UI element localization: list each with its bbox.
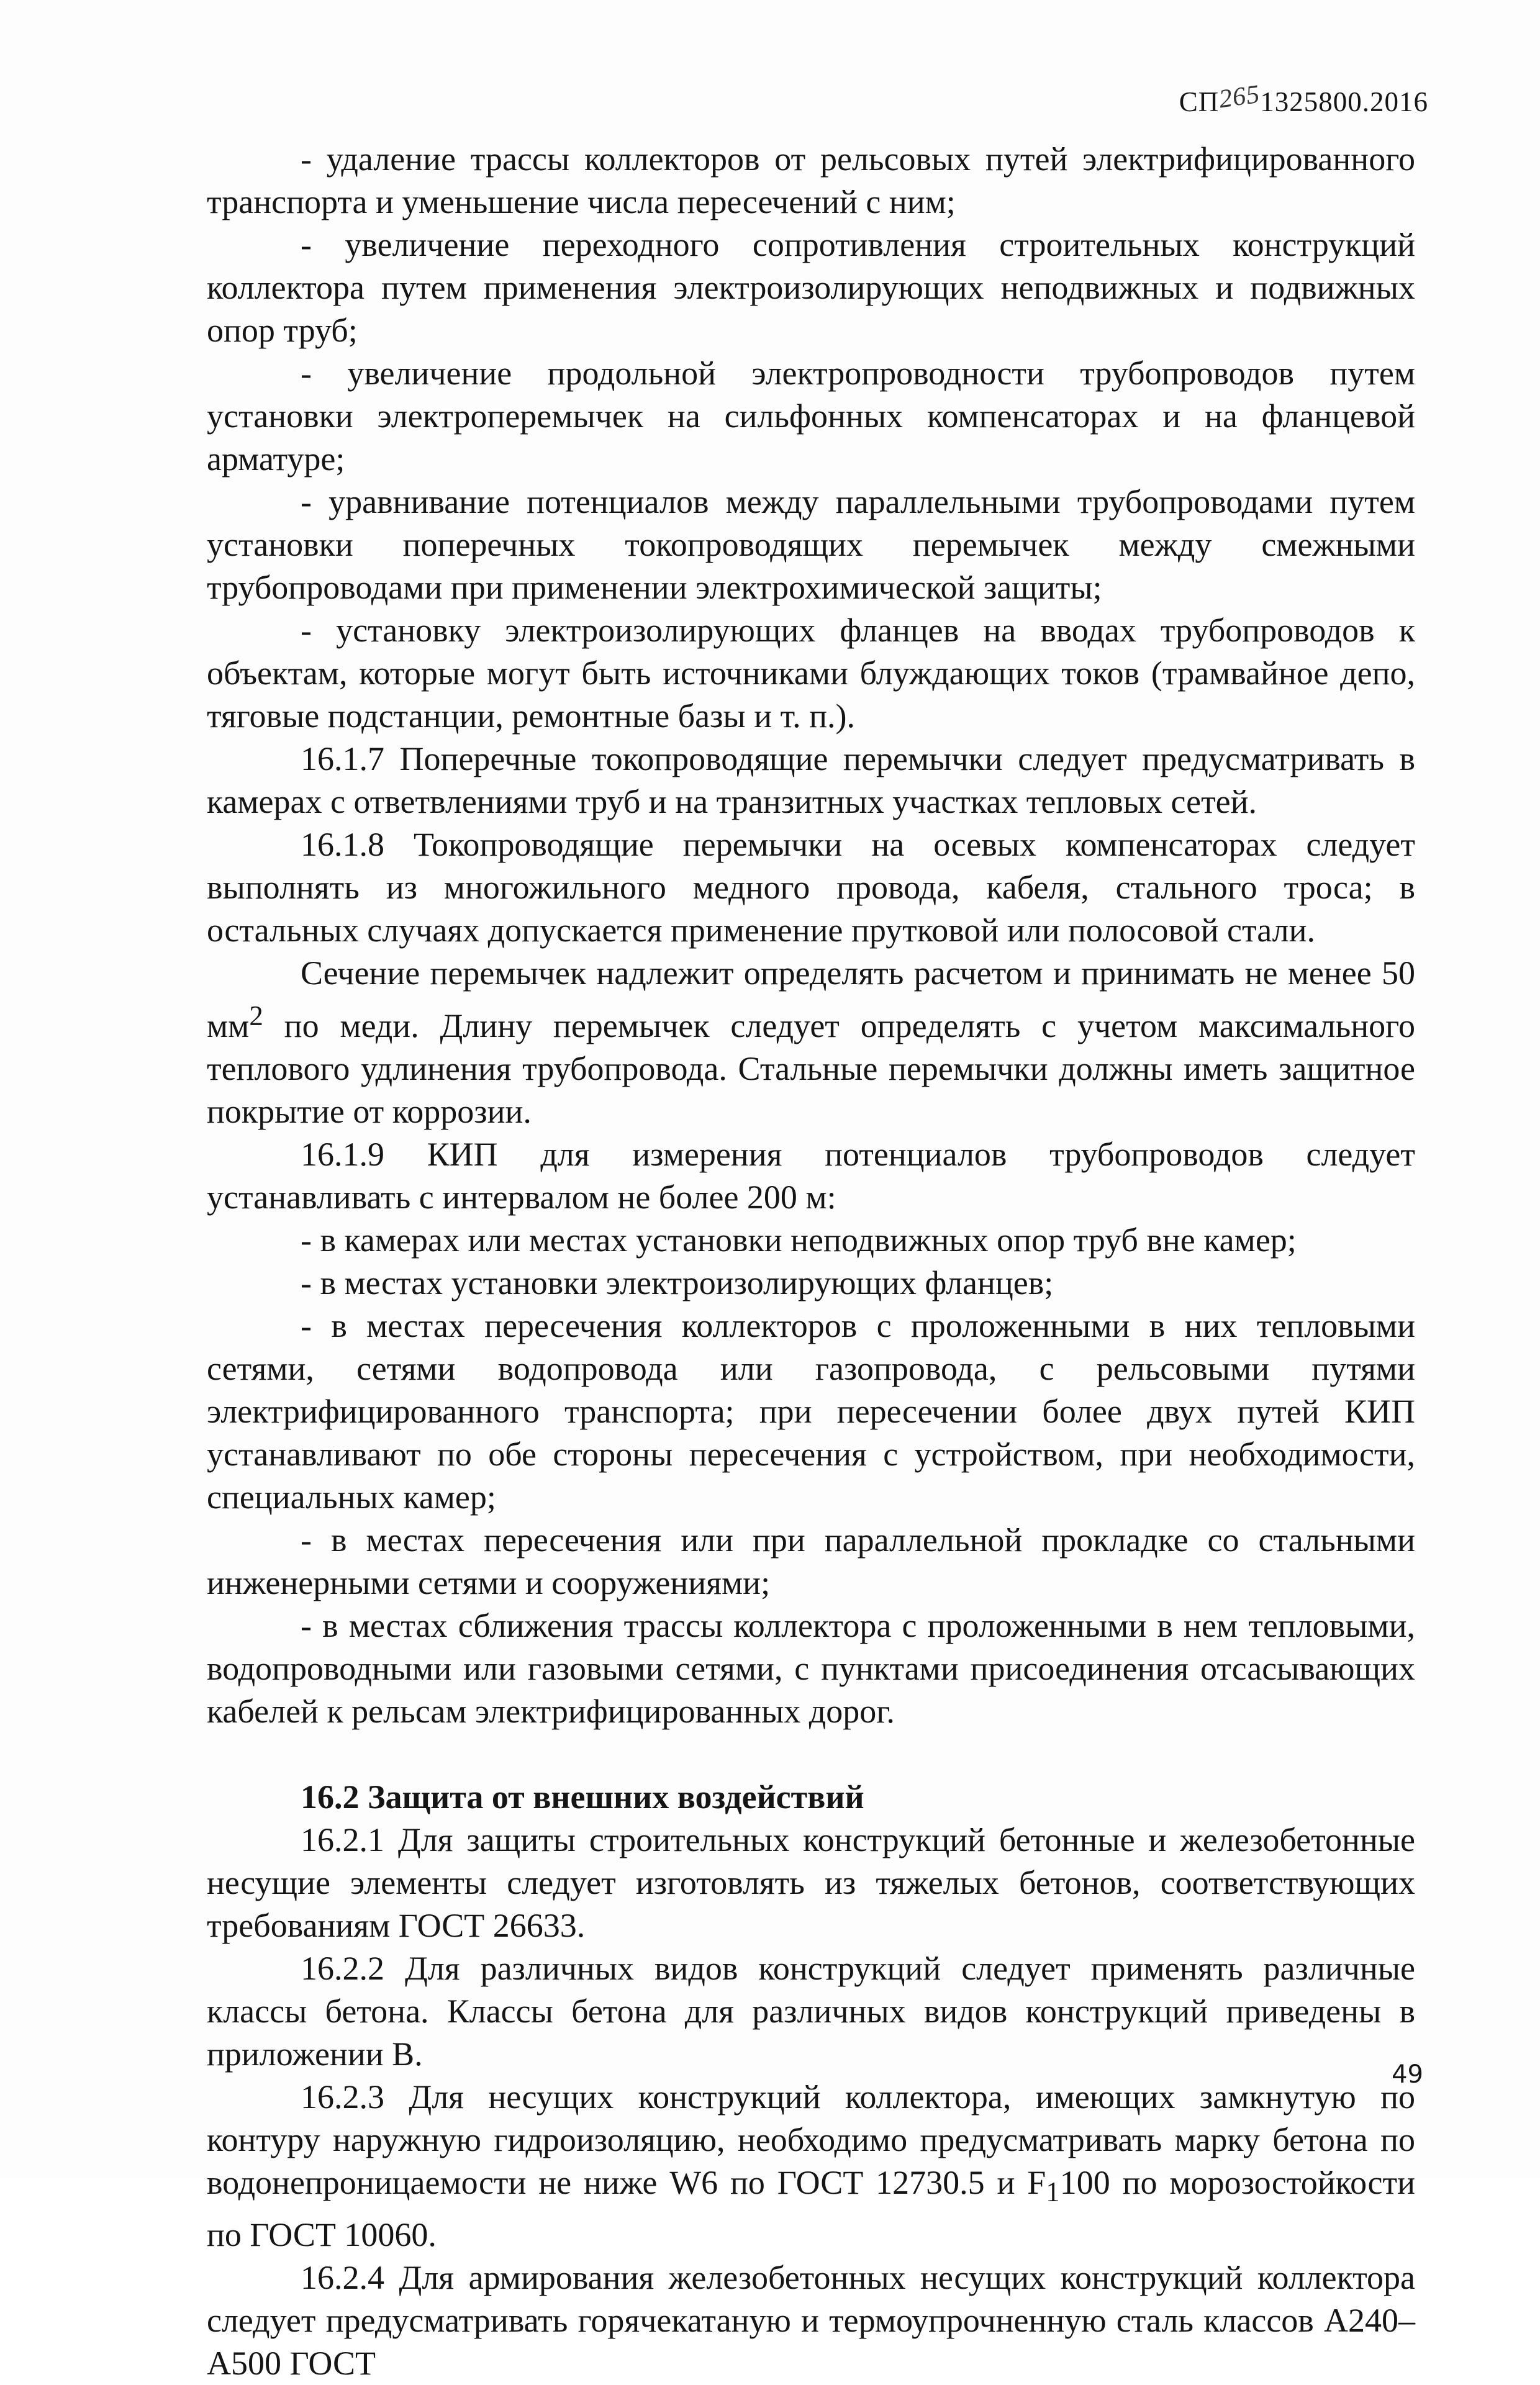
section-gap <box>207 1733 1415 1776</box>
page-number: 49 <box>1392 2060 1423 2089</box>
clause-16-1-9: 16.1.9 КИП для измерения потенциалов трубопроводов следует устанавливать с интервалом не более 200 м: <box>207 1136 1415 1216</box>
superscript-2: 2 <box>249 1000 263 1031</box>
list-item: - увеличение переходного сопротивления строительных конструкций коллектора путем применения электроизолирующих неподвижных и подвижных опор труб; <box>207 226 1415 349</box>
document-code <box>1179 79 1428 118</box>
clause-16-2-3-text-cont: 100 по морозостойкости по ГОСТ 10060. <box>207 2164 1415 2253</box>
clause-16-1-8: 16.1.8 Токопроводящие перемычки на осевых компенсаторах следует выполнять из многожильного медного провода, кабеля, стального троса; в остальных случаях допускается применение прутковой или полосовой стали. <box>207 826 1415 949</box>
clause-16-2-3-text: 16.2.3 Для несущих конструкций коллектора, имеющих замкнутую по контуру наружную гидроизоляцию, необходимо предусматривать марку бетона по водонепроницаемости не ниже W6 по ГОСТ 12730.5 и F <box>207 2078 1415 2201</box>
list-item: - в местах установки электроизолирующих фланцев; <box>301 1264 1054 1301</box>
list-item: - в камерах или местах установки неподвижных опор труб вне камер; <box>301 1221 1297 1259</box>
clause-16-1-7: 16.1.7 Поперечные токопроводящие перемычки следует предусматривать в камерах с ответвлениями труб и на транзитных участках тепловых сетей. <box>207 740 1415 820</box>
clause-16-2-4: 16.2.4 Для армирования железобетонных несущих конструкций коллектора следует предусматривать горячекатаную и термоупрочненную сталь классов А240–А500 ГОСТ <box>207 2258 1415 2382</box>
list-item: - увеличение продольной электропроводности трубопроводов путем установки электроперемычек на сильфонных компенсаторах и на фланцевой арматуре; <box>207 355 1415 477</box>
clause-16-2-1: 16.2.1 Для защиты строительных конструкций бетонные и железобетонные несущие элементы следует изготовлять из тяжелых бетонов, соответствующих требованиям ГОСТ 26633. <box>207 1821 1415 1944</box>
list-item: - в местах пересечения или при параллельной прокладке со стальными инженерными сетями и сооружениями; <box>207 1521 1415 1601</box>
list-item: - уравнивание потенциалов между параллельными трубопроводами путем установки поперечных токопроводящих перемычек между смежными трубопроводами при применении электрохимической защиты; <box>207 483 1415 606</box>
cross-section-paragraph <box>207 952 1415 1133</box>
cross-section-text-cont: по меди. Длину перемычек следует определять с учетом максимального теплового удлинения трубопровода. Стальные перемычки должны иметь защитное покрытие от коррозии. <box>207 1007 1415 1130</box>
list-item: - удаление трассы коллекторов от рельсовых путей электрифицированного транспорта и уменьшение числа пересечений с ним; <box>207 140 1415 220</box>
handwritten-number: 265 <box>1217 79 1262 114</box>
doc-code-prefix: СП <box>1179 86 1220 117</box>
clause-16-2-3 <box>207 2076 1415 2256</box>
doc-code-suffix: 1325800.2016 <box>1260 86 1428 117</box>
cross-section-text: Сечение перемычек надлежит определять расчетом и принимать не менее 50 мм <box>207 954 1415 1044</box>
list-item: - в местах сближения трассы коллектора с проложенными в нем тепловыми, водопроводными или газовыми сетями, с пунктами присоединения отсасывающих кабелей к рельсам электрифицированных дорог. <box>207 1607 1415 1730</box>
list-item: - установку электроизолирующих фланцев на вводах трубопроводов к объектам, которые могут быть источниками блуждающих токов (трамвайное депо, тяговые подстанции, ремонтные базы и т. п.). <box>207 612 1415 735</box>
page-body <box>207 138 1415 2385</box>
section-heading: 16.2 Защита от внешних воздействий <box>301 1778 864 1816</box>
clause-16-2-2: 16.2.2 Для различных видов конструкций следует применять различные классы бетона. Классы бетона для различных видов конструкций приведены в приложении В. <box>207 1950 1415 2073</box>
list-item: - в местах пересечения коллекторов с проложенными в них тепловыми сетями, сетями водопровода или газопровода, с рельсовыми путями электрифицированного транспорта; при пересечении более двух путей КИП устанавливают по обе стороны пересечения с устройством, при необходимости, специальных камер; <box>207 1307 1415 1516</box>
subscript-1: 1 <box>1046 2176 1060 2207</box>
